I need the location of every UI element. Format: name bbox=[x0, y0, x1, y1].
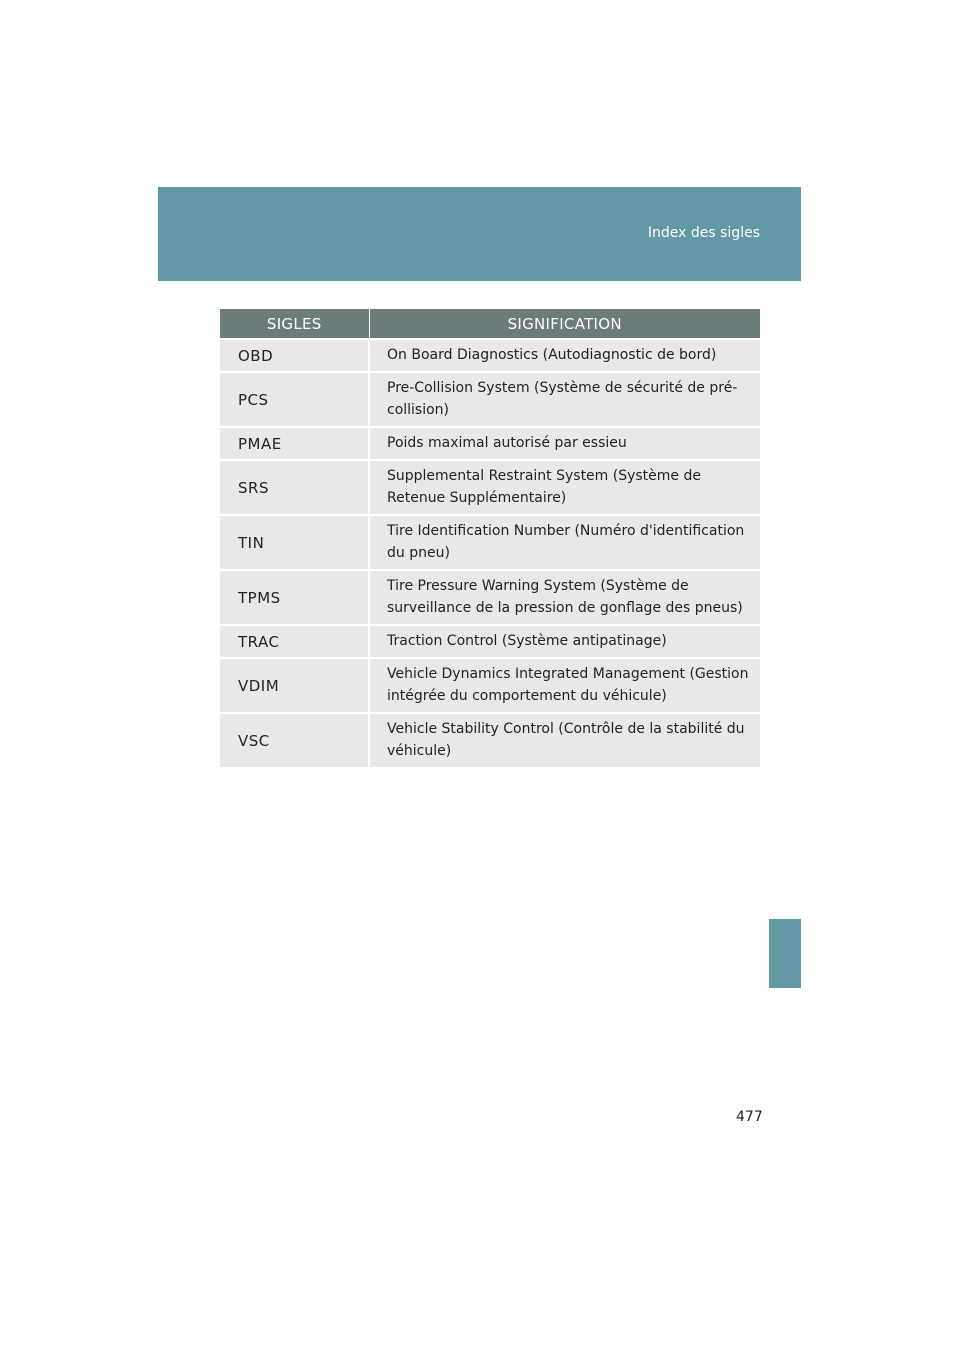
table-header-row bbox=[220, 309, 760, 339]
table-row bbox=[220, 339, 760, 372]
table-row bbox=[220, 515, 760, 570]
table-row bbox=[220, 460, 760, 515]
meaning-cell: Tire Identification Number (Numéro d'identification du pneu) bbox=[369, 515, 760, 570]
acronym-cell: PCS bbox=[220, 372, 369, 427]
meaning-cell: Pre-Collision System (Système de sécurité de pré-collision) bbox=[369, 372, 760, 427]
chapter-thumb-tab bbox=[769, 919, 801, 988]
acronym-cell: TIN bbox=[220, 515, 369, 570]
acronym-cell: TPMS bbox=[220, 570, 369, 625]
meaning-cell: Tire Pressure Warning System (Système de surveillance de la pression de gonflage des pneus) bbox=[369, 570, 760, 625]
section-header-band bbox=[158, 187, 801, 281]
table-row bbox=[220, 570, 760, 625]
acronym-cell: TRAC bbox=[220, 625, 369, 658]
meaning-cell: Poids maximal autorisé par essieu bbox=[369, 427, 760, 460]
meaning-cell: Vehicle Dynamics Integrated Management (Gestion intégrée du comportement du véhicule) bbox=[369, 658, 760, 713]
table-row bbox=[220, 658, 760, 713]
acronym-cell: VDIM bbox=[220, 658, 369, 713]
table-row bbox=[220, 625, 760, 658]
column-header-acronym: SIGLES bbox=[220, 309, 369, 339]
acronym-cell: VSC bbox=[220, 713, 369, 767]
section-title: Index des sigles bbox=[647, 225, 760, 241]
meaning-cell: Supplemental Restraint System (Système de Retenue Supplémentaire) bbox=[369, 460, 760, 515]
table-row bbox=[220, 372, 760, 427]
abbreviation-table bbox=[220, 309, 760, 767]
table-row bbox=[220, 427, 760, 460]
table-row bbox=[220, 713, 760, 767]
acronym-cell: OBD bbox=[220, 339, 369, 372]
meaning-cell: Traction Control (Système antipatinage) bbox=[369, 625, 760, 658]
acronym-cell: PMAE bbox=[220, 427, 369, 460]
page-number: 477 bbox=[736, 1109, 763, 1125]
column-header-meaning: SIGNIFICATION bbox=[369, 309, 760, 339]
acronym-cell: SRS bbox=[220, 460, 369, 515]
meaning-cell: On Board Diagnostics (Autodiagnostic de bord) bbox=[369, 339, 760, 372]
meaning-cell: Vehicle Stability Control (Contrôle de la stabilité du véhicule) bbox=[369, 713, 760, 767]
